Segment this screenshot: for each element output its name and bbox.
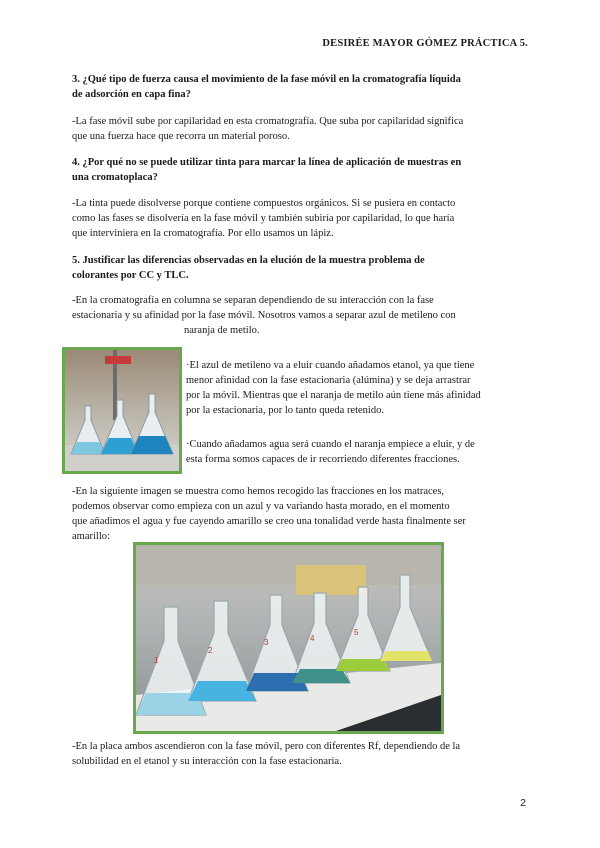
text-line: que interviniera en la cromatografía. Por ello usamos un lápiz. bbox=[72, 228, 334, 239]
text-line: que añadimos el agua y fue cayendo amarillo se creo una tonalidad verde hasta finalmente ser bbox=[72, 516, 466, 527]
flask-label: 5 bbox=[354, 628, 359, 637]
text-line: -En la placa ambos ascendieron con la fase móvil, pero con diferentes Rf, dependiendo de la bbox=[72, 741, 461, 752]
text-line: esta forma somos capaces de ir recorriendo diferentes fracciones. bbox=[186, 454, 460, 465]
question-3-answer bbox=[72, 114, 532, 144]
flask-label: 4 bbox=[310, 634, 315, 643]
paragraph-methylene-blue bbox=[186, 358, 532, 418]
text-line: solubilidad en el etanol y su interacción con la fase estacionaria. bbox=[72, 756, 342, 767]
question-line: colorantes por CC y TLC. bbox=[72, 270, 189, 281]
text-line: podemos observar como empieza con un azul y va variando hasta morado, en el momento bbox=[72, 501, 450, 512]
text-line: amarillo: bbox=[72, 531, 110, 542]
text-line: menor afinidad con la fase estacionaria (alúmina) y se deja arrastrar bbox=[186, 375, 471, 386]
question-line: 5. Justificar las diferencias observadas en la elución de la muestra problema de bbox=[72, 255, 425, 266]
text-line: -En la siguiente imagen se muestra como hemos recogido las fracciones en los matraces, bbox=[72, 486, 445, 497]
paragraph-tlc bbox=[72, 739, 532, 769]
text-line: naranja de metilo. bbox=[184, 325, 260, 336]
text-line: que una fuerza hace que recorra un material poroso. bbox=[72, 131, 290, 142]
text-line: estacionaria y su afinidad por la fase móvil. Nosotros vamos a separar azul de metileno con bbox=[72, 310, 456, 321]
question-5-title bbox=[72, 253, 532, 283]
flask-label: 2 bbox=[208, 646, 213, 655]
flasks-photo-small bbox=[62, 347, 182, 474]
text-line: ·El azul de metileno va a eluir cuando añadamos etanol, ya que tiene bbox=[186, 360, 475, 371]
text-line: como las fases se disolvería en la fase móvil y también subiría por capilaridad, lo que haría bbox=[72, 213, 455, 224]
text-line: -En la cromatografía en columna se separan dependiendo de su interacción con la fase bbox=[72, 295, 434, 306]
paragraph-column-chromatography bbox=[72, 293, 532, 338]
page-header: DESIRÉE MAYOR GÓMEZ PRÁCTICA 5. bbox=[322, 38, 528, 49]
question-line: 3. ¿Qué tipo de fuerza causa el movimiento de la fase móvil en la cromatografía líquida bbox=[72, 74, 461, 85]
text-line: por la estacionaria, por lo tanto queda retenido. bbox=[186, 405, 384, 416]
question-4-title bbox=[72, 155, 532, 185]
fraction-flasks-photo bbox=[133, 542, 444, 734]
text-line: -La tinta puede disolverse porque contiene compuestos orgánicos. Si se pusiera en contacto bbox=[72, 198, 456, 209]
question-4-answer bbox=[72, 196, 532, 241]
question-line: 4. ¿Por qué no se puede utilizar tinta para marcar la línea de aplicación de muestras en bbox=[72, 157, 462, 168]
text-line: por la móvil. Mientras que el naranja de metilo aún tiene más afinidad bbox=[186, 390, 481, 401]
text-line: ·Cuando añadamos agua será cuando el naranja empiece a eluir, y de bbox=[186, 439, 475, 450]
question-3-title bbox=[72, 72, 532, 102]
question-line: una cromatoplaca? bbox=[72, 172, 158, 183]
flask-label: 3 bbox=[264, 638, 269, 647]
paragraph-fractions bbox=[72, 484, 532, 544]
question-line: de adsorción en capa fina? bbox=[72, 89, 191, 100]
paragraph-water-elution bbox=[186, 437, 532, 467]
page-number: 2 bbox=[520, 797, 526, 809]
flask-label: 1 bbox=[154, 656, 159, 665]
text-line: -La fase móvil sube por capilaridad en esta cromatografía. Que suba por capilaridad significa bbox=[72, 116, 464, 127]
